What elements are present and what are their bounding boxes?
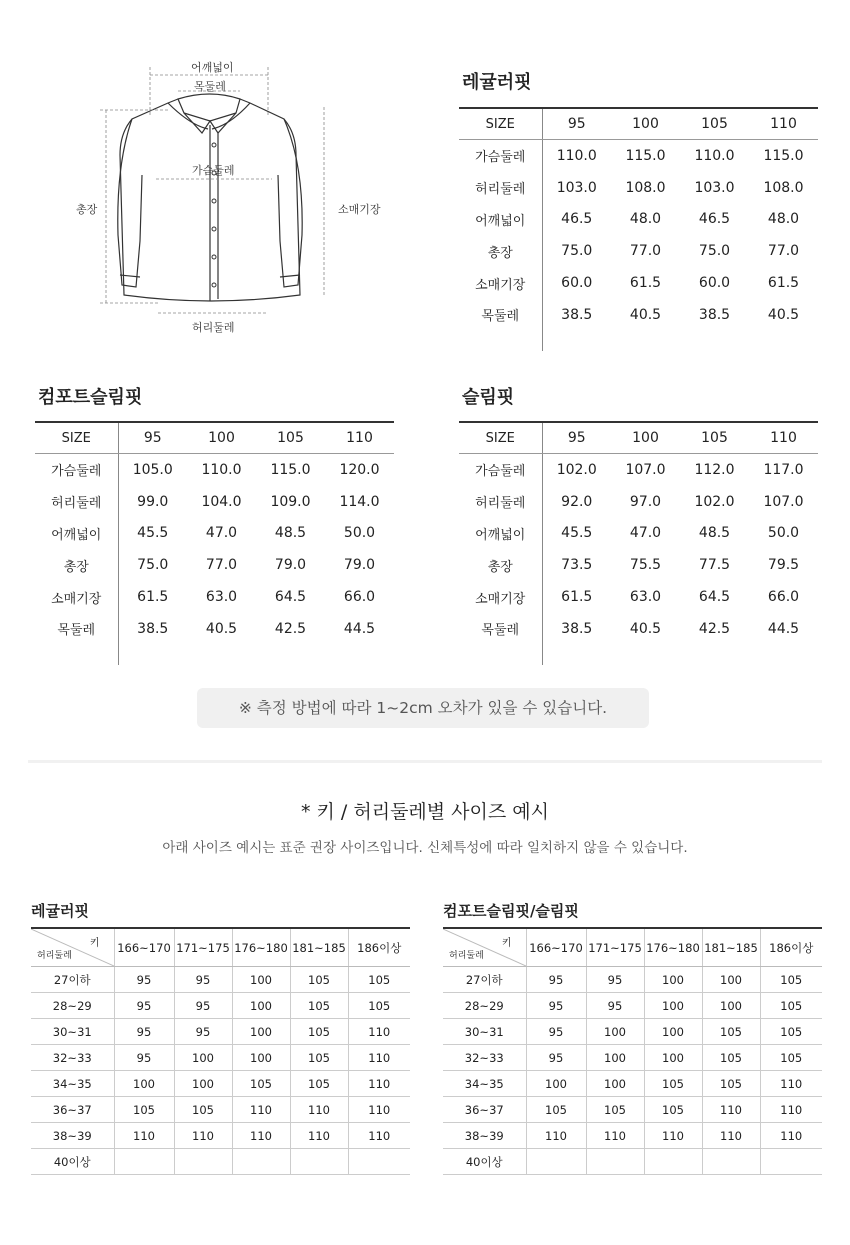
measure-value: 46.5 [698,211,731,228]
measure-value: 120.0 [339,461,380,478]
measure-value: 115.0 [625,147,666,164]
recommended-size: 110 [760,1097,822,1123]
measure-label: 소매기장 [35,581,118,613]
size-header-cell: 100 [187,422,256,454]
size-header-row [459,108,818,140]
recommended-size: 105 [586,1097,644,1123]
height-range-header: 186이상 [348,928,410,967]
comfort-slim-example-title: 컴포트슬림핏/슬림핏 [443,902,579,920]
length-label: 총장 [76,203,98,216]
size-header-cell: 100 [611,108,680,140]
measure-label: 가슴둘레 [35,454,118,486]
size-row [35,581,394,613]
size-row [459,235,818,267]
measure-value: 48.5 [698,525,731,542]
recommended-size: 100 [644,993,702,1019]
height-range-header: 166~170 [114,928,174,967]
recommended-size [526,1149,586,1175]
height-axis-label: 키 [501,938,512,949]
measure-value: 92.0 [561,493,593,510]
recommended-size [644,1149,702,1175]
size-header-row [459,422,818,454]
measure-value: 114.0 [339,493,380,510]
size-row [35,454,394,486]
recommended-size: 100 [702,967,760,993]
recommended-size: 105 [760,1019,822,1045]
measure-value: 115.0 [763,147,804,164]
example-row [443,1045,822,1071]
example-row [443,967,822,993]
measure-label: 총장 [459,549,542,581]
measure-value: 42.5 [698,620,731,637]
recommended-size: 105 [290,1071,348,1097]
recommended-size [174,1149,232,1175]
measure-value: 110.0 [694,147,735,164]
measure-value: 75.5 [629,557,662,574]
measure-value: 66.0 [767,589,800,606]
size-row [459,454,818,486]
comfort-slim-size-example-table [443,927,822,1175]
size-example-description: 아래 사이즈 예시는 표준 권장 사이즈입니다. 신체특성에 따라 일치하지 않을 수 있습니다. [162,840,688,856]
measure-label: 가슴둘레 [459,454,542,486]
example-row [443,1019,822,1045]
height-axis-label: 키 [89,938,100,949]
recommended-size: 95 [174,967,232,993]
measure-value: 60.0 [698,275,731,292]
size-header-cell: SIZE [459,422,542,454]
height-range-header: 176~180 [644,928,702,967]
size-row [459,549,818,581]
height-range-header: 166~170 [526,928,586,967]
recommended-size: 95 [526,1045,586,1071]
measure-value: 61.5 [629,275,662,292]
measure-value: 102.0 [556,461,597,478]
measure-value: 103.0 [556,179,597,196]
measure-value: 42.5 [274,620,307,637]
comfort-slim-fit-size-table [35,421,394,665]
chest-label: 가슴둘레 [192,164,235,177]
measure-label: 총장 [35,549,118,581]
recommended-size: 110 [232,1123,290,1149]
height-range-header: 186이상 [760,928,822,967]
measure-value: 110.0 [201,461,242,478]
measure-value: 77.5 [698,557,731,574]
size-header-cell: 95 [542,108,611,140]
recommended-size: 110 [348,1071,410,1097]
measure-value: 47.0 [205,525,238,542]
example-row [31,1045,410,1071]
recommended-size: 100 [586,1071,644,1097]
regular-example-title: 레귤러핏 [31,902,89,920]
recommended-size: 105 [760,1045,822,1071]
recommended-size: 105 [290,1019,348,1045]
measure-value: 109.0 [270,493,311,510]
shirt-illustration [60,55,400,345]
example-row [31,1149,410,1175]
measure-value: 79.5 [767,557,800,574]
regular-fit-title: 레귤러핏 [462,72,532,93]
recommended-size: 95 [114,1019,174,1045]
measure-value: 60.0 [561,275,593,292]
recommended-size: 100 [232,1045,290,1071]
recommended-size [702,1149,760,1175]
size-row [459,172,818,204]
measure-value: 61.5 [767,275,800,292]
recommended-size: 100 [174,1071,232,1097]
waist-range-label: 30~31 [443,1019,526,1045]
recommended-size: 95 [586,967,644,993]
measure-value: 107.0 [625,461,666,478]
waist-range-label: 34~35 [31,1071,114,1097]
measure-label: 가슴둘레 [459,140,542,172]
measure-value: 50.0 [343,525,376,542]
recommended-size: 100 [644,1019,702,1045]
waist-range-label: 32~33 [443,1045,526,1071]
recommended-size: 110 [702,1097,760,1123]
measure-value: 40.5 [767,306,800,323]
recommended-size: 105 [526,1097,586,1123]
waist-range-label: 27이하 [31,967,114,993]
regular-size-example-table [31,927,410,1175]
recommended-size: 105 [174,1097,232,1123]
example-row [31,1019,410,1045]
recommended-size: 110 [174,1123,232,1149]
recommended-size: 105 [702,1071,760,1097]
size-row [459,581,818,613]
recommended-size [290,1149,348,1175]
recommended-size: 100 [702,993,760,1019]
recommended-size: 110 [760,1071,822,1097]
measure-value: 38.5 [137,620,169,637]
measure-value: 97.0 [629,493,662,510]
example-row [31,1123,410,1149]
measure-value: 77.0 [205,557,238,574]
sleeve-label: 소매기장 [338,203,381,216]
measure-value: 73.5 [561,557,593,574]
measure-value: 77.0 [629,243,662,260]
example-row [31,1071,410,1097]
measure-value: 46.5 [561,211,593,228]
size-header-cell: 110 [325,422,394,454]
recommended-size: 110 [348,1045,410,1071]
height-range-header: 171~175 [586,928,644,967]
recommended-size: 100 [586,1045,644,1071]
measure-value: 48.5 [274,525,307,542]
measure-value: 104.0 [201,493,242,510]
example-header-row [31,928,410,967]
height-range-header: 176~180 [232,928,290,967]
size-spacer-row [459,645,818,665]
size-header-cell: SIZE [35,422,118,454]
size-spacer-row [35,645,394,665]
recommended-size: 95 [526,967,586,993]
waist-range-label: 34~35 [443,1071,526,1097]
recommended-size: 105 [348,967,410,993]
recommended-size [232,1149,290,1175]
recommended-size: 95 [586,993,644,1019]
size-header-cell: 105 [680,108,749,140]
size-header-cell: 110 [749,422,818,454]
measure-value: 47.0 [629,525,662,542]
example-header-row [443,928,822,967]
size-header-cell: 95 [118,422,187,454]
measure-value: 38.5 [561,620,593,637]
recommended-size: 100 [114,1071,174,1097]
waist-range-label: 28~29 [443,993,526,1019]
measure-label: 어깨넓이 [459,518,542,550]
measure-label: 소매기장 [459,267,542,299]
size-header-cell: 110 [749,108,818,140]
measure-value: 40.5 [205,620,238,637]
recommended-size: 100 [644,1045,702,1071]
recommended-size: 105 [232,1071,290,1097]
size-row [459,613,818,645]
measure-label: 목둘레 [459,613,542,645]
size-row [35,486,394,518]
measure-label: 허리둘레 [459,172,542,204]
measure-value: 40.5 [629,306,662,323]
recommended-size: 100 [232,1019,290,1045]
measure-value: 38.5 [561,306,593,323]
size-row [35,613,394,645]
recommended-size: 100 [526,1071,586,1097]
spacer-cell [35,645,118,665]
waist-range-label: 27이하 [443,967,526,993]
measure-value: 45.5 [137,525,169,542]
example-row [31,1097,410,1123]
recommended-size: 105 [644,1097,702,1123]
recommended-size: 110 [290,1123,348,1149]
recommended-size: 95 [174,993,232,1019]
measure-value: 50.0 [767,525,800,542]
measure-label: 목둘레 [459,299,542,331]
recommended-size: 105 [760,993,822,1019]
recommended-size: 100 [586,1019,644,1045]
example-row [443,993,822,1019]
size-row [35,549,394,581]
recommended-size [586,1149,644,1175]
recommended-size: 100 [644,967,702,993]
example-row [443,1071,822,1097]
waist-range-label: 36~37 [31,1097,114,1123]
waist-range-label: 36~37 [443,1097,526,1123]
spacer-cell [459,645,542,665]
size-row [35,518,394,550]
recommended-size: 110 [232,1097,290,1123]
slim-fit-size-table [459,421,818,665]
recommended-size: 105 [290,967,348,993]
measure-value: 38.5 [698,306,731,323]
measure-label: 목둘레 [35,613,118,645]
example-row [31,967,410,993]
waist-label: 허리둘레 [192,321,235,334]
recommended-size: 95 [114,967,174,993]
recommended-size: 95 [526,993,586,1019]
size-spacer-row [459,331,818,351]
recommended-size: 110 [760,1123,822,1149]
measure-value: 44.5 [767,620,800,637]
example-corner-cell [31,928,114,967]
measure-value: 64.5 [274,589,307,606]
recommended-size: 95 [114,1045,174,1071]
waist-axis-label: 허리둘레 [449,951,484,961]
measure-value: 99.0 [137,493,169,510]
recommended-size [114,1149,174,1175]
measure-label: 어깨넓이 [35,518,118,550]
waist-range-label: 28~29 [31,993,114,1019]
recommended-size: 110 [290,1097,348,1123]
section-divider [28,760,822,763]
measure-value: 63.0 [205,589,238,606]
measure-value: 44.5 [343,620,376,637]
waist-range-label: 30~31 [31,1019,114,1045]
recommended-size: 110 [114,1123,174,1149]
spacer-cell [459,331,542,351]
size-header-cell: SIZE [459,108,542,140]
waist-range-label: 40이상 [31,1149,114,1175]
measure-value: 77.0 [767,243,800,260]
measure-value: 75.0 [561,243,593,260]
measure-value: 108.0 [763,179,804,196]
recommended-size: 110 [586,1123,644,1149]
slim-fit-title: 슬림핏 [462,387,515,408]
recommended-size: 110 [348,1019,410,1045]
size-example-headline: * 키 / 허리둘레별 사이즈 예시 [301,801,549,823]
recommended-size: 95 [526,1019,586,1045]
measure-value: 117.0 [763,461,804,478]
size-row [459,486,818,518]
recommended-size: 100 [232,967,290,993]
measure-value: 75.0 [698,243,731,260]
height-range-header: 181~185 [290,928,348,967]
measure-label: 허리둘레 [459,486,542,518]
recommended-size: 100 [174,1045,232,1071]
recommended-size: 95 [114,993,174,1019]
measure-value: 48.0 [629,211,662,228]
example-row [443,1123,822,1149]
recommended-size: 105 [702,1019,760,1045]
recommended-size [760,1149,822,1175]
measure-value: 105.0 [132,461,173,478]
recommended-size: 105 [644,1071,702,1097]
measure-label: 소매기장 [459,581,542,613]
size-header-cell: 105 [680,422,749,454]
measure-value: 110.0 [556,147,597,164]
recommended-size: 110 [348,1123,410,1149]
measure-value: 40.5 [629,620,662,637]
waist-axis-label: 허리둘레 [37,951,72,961]
size-row [459,267,818,299]
measure-value: 61.5 [137,589,169,606]
measure-label: 어깨넓이 [459,204,542,236]
comfort-slim-fit-title: 컴포트슬림핏 [38,387,143,408]
shirt-measurement-diagram [60,55,400,345]
recommended-size: 105 [348,993,410,1019]
measure-value: 63.0 [629,589,662,606]
measure-value: 103.0 [694,179,735,196]
size-row [459,140,818,172]
waist-range-label: 32~33 [31,1045,114,1071]
measure-label: 허리둘레 [35,486,118,518]
waist-range-label: 38~39 [443,1123,526,1149]
recommended-size: 100 [232,993,290,1019]
measure-label: 총장 [459,235,542,267]
recommended-size: 105 [114,1097,174,1123]
waist-range-label: 40이상 [443,1149,526,1175]
recommended-size: 110 [348,1097,410,1123]
example-row [443,1097,822,1123]
size-header-cell: 105 [256,422,325,454]
recommended-size: 105 [760,967,822,993]
recommended-size: 105 [702,1045,760,1071]
size-row [459,299,818,331]
measure-value: 79.0 [343,557,376,574]
measure-value: 66.0 [343,589,376,606]
measurement-note: ※ 측정 방법에 따라 1~2cm 오차가 있을 수 있습니다. [197,688,649,728]
measure-value: 112.0 [694,461,735,478]
measure-value: 64.5 [698,589,731,606]
size-header-cell: 100 [611,422,680,454]
measure-value: 79.0 [274,557,307,574]
measure-value: 48.0 [767,211,800,228]
measure-value: 61.5 [561,589,593,606]
size-row [459,518,818,550]
size-header-row [35,422,394,454]
measure-value: 45.5 [561,525,593,542]
waist-range-label: 38~39 [31,1123,114,1149]
size-row [459,204,818,236]
measure-value: 115.0 [270,461,311,478]
recommended-size: 110 [702,1123,760,1149]
recommended-size: 95 [174,1019,232,1045]
recommended-size [348,1149,410,1175]
example-corner-cell [443,928,526,967]
regular-fit-size-table [459,107,818,351]
height-range-header: 181~185 [702,928,760,967]
size-header-cell: 95 [542,422,611,454]
recommended-size: 110 [644,1123,702,1149]
measure-value: 102.0 [694,493,735,510]
measure-value: 108.0 [625,179,666,196]
measure-value: 107.0 [763,493,804,510]
recommended-size: 110 [526,1123,586,1149]
recommended-size: 105 [290,1045,348,1071]
measure-value: 75.0 [137,557,169,574]
neck-label: 목둘레 [194,80,226,93]
example-row [443,1149,822,1175]
example-row [31,993,410,1019]
height-range-header: 171~175 [174,928,232,967]
recommended-size: 105 [290,993,348,1019]
shoulder-label: 어깨넓이 [191,61,234,74]
